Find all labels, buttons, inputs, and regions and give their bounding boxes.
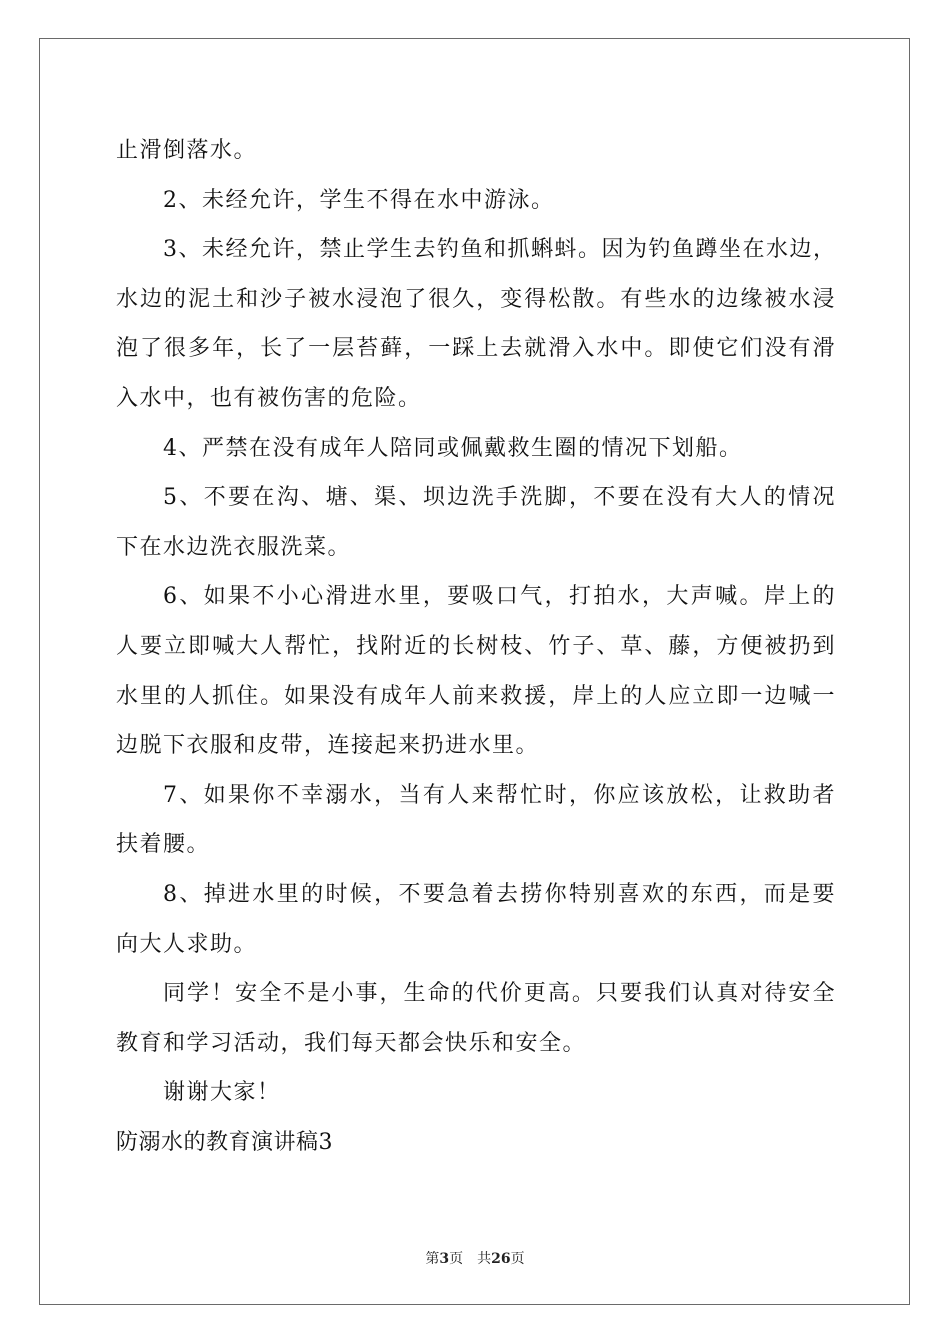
text-line: 4、严禁在没有成年人陪同或佩戴救生圈的情况下划船。 bbox=[163, 435, 743, 461]
section-title: 防溺水的教育演讲稿3 bbox=[116, 1129, 333, 1155]
text-line: 水边的泥土和沙子被水浸泡了很久，变得松散。有些水的边缘被水浸 bbox=[116, 286, 836, 312]
text-line: 8、掉进水里的时候，不要急着去捞你特别喜欢的东西，而是要 bbox=[163, 881, 836, 907]
text-line: 扶着腰。 bbox=[116, 832, 211, 858]
text-line: 5、不要在沟、塘、渠、坝边洗手洗脚，不要在没有大人的情况 bbox=[163, 485, 836, 511]
text-line: 6、如果不小心滑进水里，要吸口气，打拍水，大声喊。岸上的 bbox=[163, 584, 836, 610]
text-line: 水里的人抓住。如果没有成年人前来救援，岸上的人应立即一边喊一 bbox=[116, 683, 836, 709]
page-suffix: 页 bbox=[449, 1251, 464, 1267]
text-line: 边脱下衣服和皮带，连接起来扔进水里。 bbox=[116, 733, 540, 759]
text-line: 人要立即喊大人帮忙，找附近的长树枝、竹子、草、藤，方便被扔到 bbox=[116, 633, 836, 659]
text-line: 7、如果你不幸溺水，当有人来帮忙时，你应该放松，让救助者 bbox=[163, 782, 836, 808]
text-line: 谢谢大家！ bbox=[163, 1080, 281, 1106]
text-line: 入水中，也有被伤害的危险。 bbox=[116, 385, 422, 411]
text-line: 教育和学习活动，我们每天都会快乐和安全。 bbox=[116, 1030, 587, 1056]
page-current: 3 bbox=[439, 1251, 450, 1267]
total-suffix: 页 bbox=[510, 1251, 525, 1267]
text-line: 泡了很多年，长了一层苔藓，一踩上去就滑入水中。即使它们没有滑 bbox=[116, 336, 836, 362]
page-total: 26 bbox=[491, 1251, 511, 1267]
text-line: 下在水边洗衣服洗菜。 bbox=[116, 534, 352, 560]
page-footer bbox=[0, 1248, 950, 1268]
page-prefix: 第 bbox=[425, 1251, 440, 1267]
text-line: 2、未经允许，学生不得在水中游泳。 bbox=[163, 187, 555, 213]
text-line: 同学！安全不是小事，生命的代价更高。只要我们认真对待安全 bbox=[163, 981, 836, 1007]
document-body bbox=[116, 126, 836, 1167]
text-line: 向大人求助。 bbox=[116, 931, 258, 957]
text-line: 3、未经允许，禁止学生去钓鱼和抓蝌蚪。因为钓鱼蹲坐在水边， bbox=[163, 237, 837, 263]
text-line: 止滑倒落水。 bbox=[116, 138, 258, 163]
total-prefix: 共 bbox=[477, 1251, 492, 1267]
